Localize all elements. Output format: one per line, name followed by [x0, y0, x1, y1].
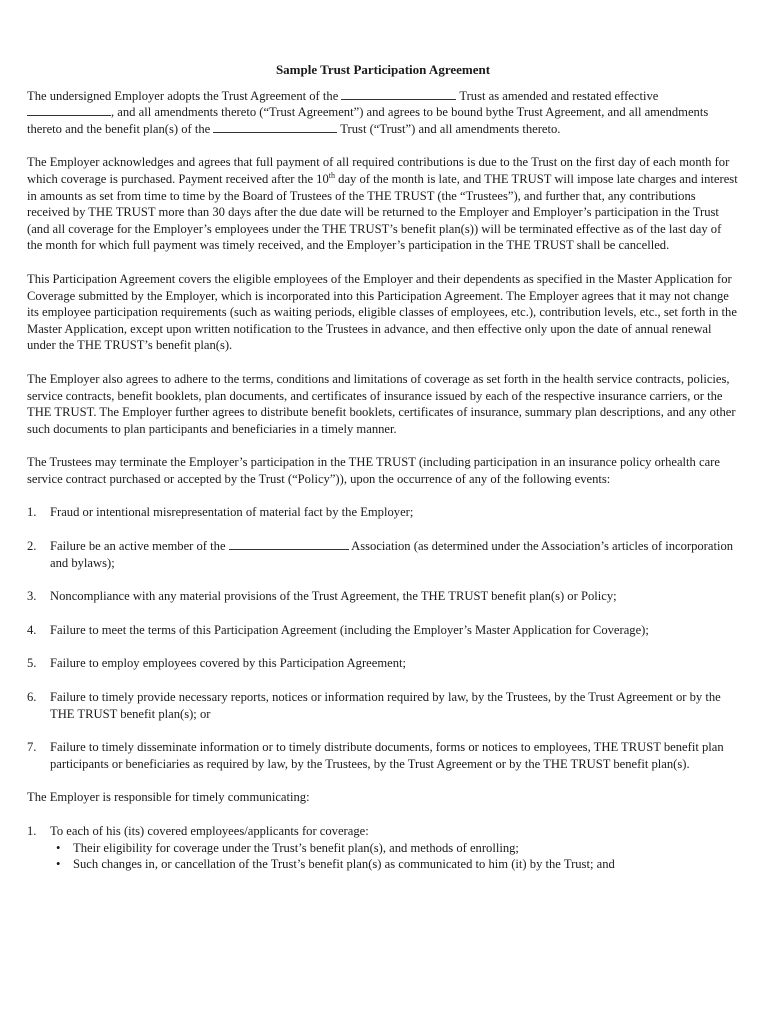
bullet-text: Such changes in, or cancellation of the Trust’s benefit plan(s) as communicated to him (it) by the Trust; and [73, 857, 615, 872]
paragraph-termination: The Trustees may terminate the Employer’s participation in the THE TRUST (including participation in an insurance policy orhealth care service contract purchased or accepted by the Trust (“Policy”)), upon the occurrence of any of the following events: [27, 455, 720, 486]
paragraph-terms: The Employer also agrees to adhere to the terms, conditions and limitations of coverage as set forth in the health service contracts, policies, service contracts, benefit booklets, plan documents, and certificates of insurance issued by each of the respective insurance carriers, or the THE TRUST. The Employer further agrees to distribute benefit booklets, certificates of insurance, summary plan descriptions, and any other such documents to plan participants and beneficiaries in a timely manner. [27, 371, 736, 436]
list-text: Failure to timely provide necessary reports, notices or information required by law, by the Trustees, by the Trust Agreement or by the THE TRUST benefit plan(s); or [50, 690, 721, 721]
p2-superscript: th [328, 170, 336, 180]
list-number: 2. [27, 539, 37, 554]
trust-name-blank[interactable] [341, 88, 456, 100]
list-number: 1. [27, 824, 37, 838]
list-text: Failure be an active member of the [50, 539, 229, 554]
list-item [27, 823, 739, 873]
document-title: Sample Trust Participation Agreement [275, 62, 491, 77]
list-number: 5. [27, 656, 37, 671]
p2-text-a: The Employer acknowledges and agrees that full payment of all required contributions is due to the Trust on the first day of each month for which coverage is purchased. Payment received after the 10 [27, 155, 730, 186]
bullet-item [50, 856, 739, 873]
list-text: Failure to meet the terms of this Participation Agreement (including the Employer’s Master Application for Coverage); [50, 622, 649, 637]
list-text: Fraud or intentional misrepresentation of material fact by the Employer; [50, 505, 414, 520]
list-text: To each of his (its) covered employees/applicants for coverage: [50, 824, 369, 838]
paragraph-adoption [27, 88, 739, 138]
list-text: Failure to employ employees covered by this Participation Agreement; [50, 656, 407, 671]
list-item [27, 588, 739, 605]
list-text: Failure to timely disseminate information or to timely distribute documents, forms or notices to employees, THE TRUST benefit plan participants or beneficiaries as required by law, by the Trustees, by the Trust Agreement or by the THE TRUST benefit plan(s). [50, 740, 724, 771]
p2-text-b: day of the month is late, and THE TRUST will impose late charges and interest in amounts as set from time to time by the Board of Trustees of the THE TRUST (the “Trustees”), and further that, any contributions received by THE TRUST more than 30 days after the due date will be returned to the Employer and Employer’s participation in the Trust (and all coverage for the Employer’s employees under the THE TRUST’s benefit plan(s)) will be terminated effective as of the last day of the month for which full payment was timely received, and the Employer’s participation in the THE TRUST shall be cancelled. [27, 171, 738, 253]
list-number: 3. [27, 589, 37, 604]
p1-text-d: Trust (“Trust”) and all amendments thereto. [337, 121, 561, 136]
list-number: 6. [27, 690, 37, 705]
paragraph-responsibility: The Employer is responsible for timely communicating: [27, 790, 310, 805]
list-item [27, 689, 739, 722]
bullet-text: Their eligibility for coverage under the Trust’s benefit plan(s), and methods of enrolling; [73, 840, 519, 855]
list-number: 4. [27, 622, 37, 637]
effective-date-blank[interactable] [27, 104, 111, 116]
p1-text-b: Trust as amended and restated effective [456, 88, 659, 103]
paragraph-payment [27, 154, 739, 254]
p1-text-c: , and all amendments thereto (“Trust Agreement”) and agrees to be bound bythe Trust Agreement, and all amendments thereto and the benefit plan(s) of the [27, 105, 709, 136]
list-item [27, 655, 739, 672]
document-page [27, 62, 739, 873]
list-text: Noncompliance with any material provisions of the Trust Agreement, the THE TRUST benefit plan(s) or Policy; [50, 589, 617, 604]
bullet-icon: • [56, 840, 61, 855]
list-number: 7. [27, 740, 37, 755]
communication-list [27, 823, 739, 873]
bullet-icon: • [56, 857, 61, 872]
bullet-list [50, 840, 739, 873]
list-item [27, 739, 739, 772]
association-name-blank[interactable] [229, 538, 349, 550]
list-item [27, 504, 739, 521]
list-item [27, 538, 739, 571]
list-item [27, 622, 739, 639]
p1-text-a: The undersigned Employer adopts the Trust Agreement of the [27, 88, 342, 103]
benefit-plan-trust-blank[interactable] [213, 121, 337, 133]
list-text: Association (as determined under the Association’s articles of incorporation and bylaws); [50, 539, 734, 570]
list-number: 1. [27, 505, 37, 520]
bullet-item [50, 840, 739, 857]
termination-events-list [27, 504, 739, 772]
paragraph-coverage: This Participation Agreement covers the eligible employees of the Employer and their dependents as specified in the Master Application for Coverage submitted by the Employer, which is incorporated into this Participation Agreement. The Employer agrees that it may not change its employee participation requirements (such as waiting periods, eligible classes of employees, etc.), contribution levels, etc., set forth in the Master Application, except upon written notification to the Trustees in advance, and then effective only upon the date of annual renewal under the THE TRUST’s benefit plan(s). [27, 271, 737, 353]
